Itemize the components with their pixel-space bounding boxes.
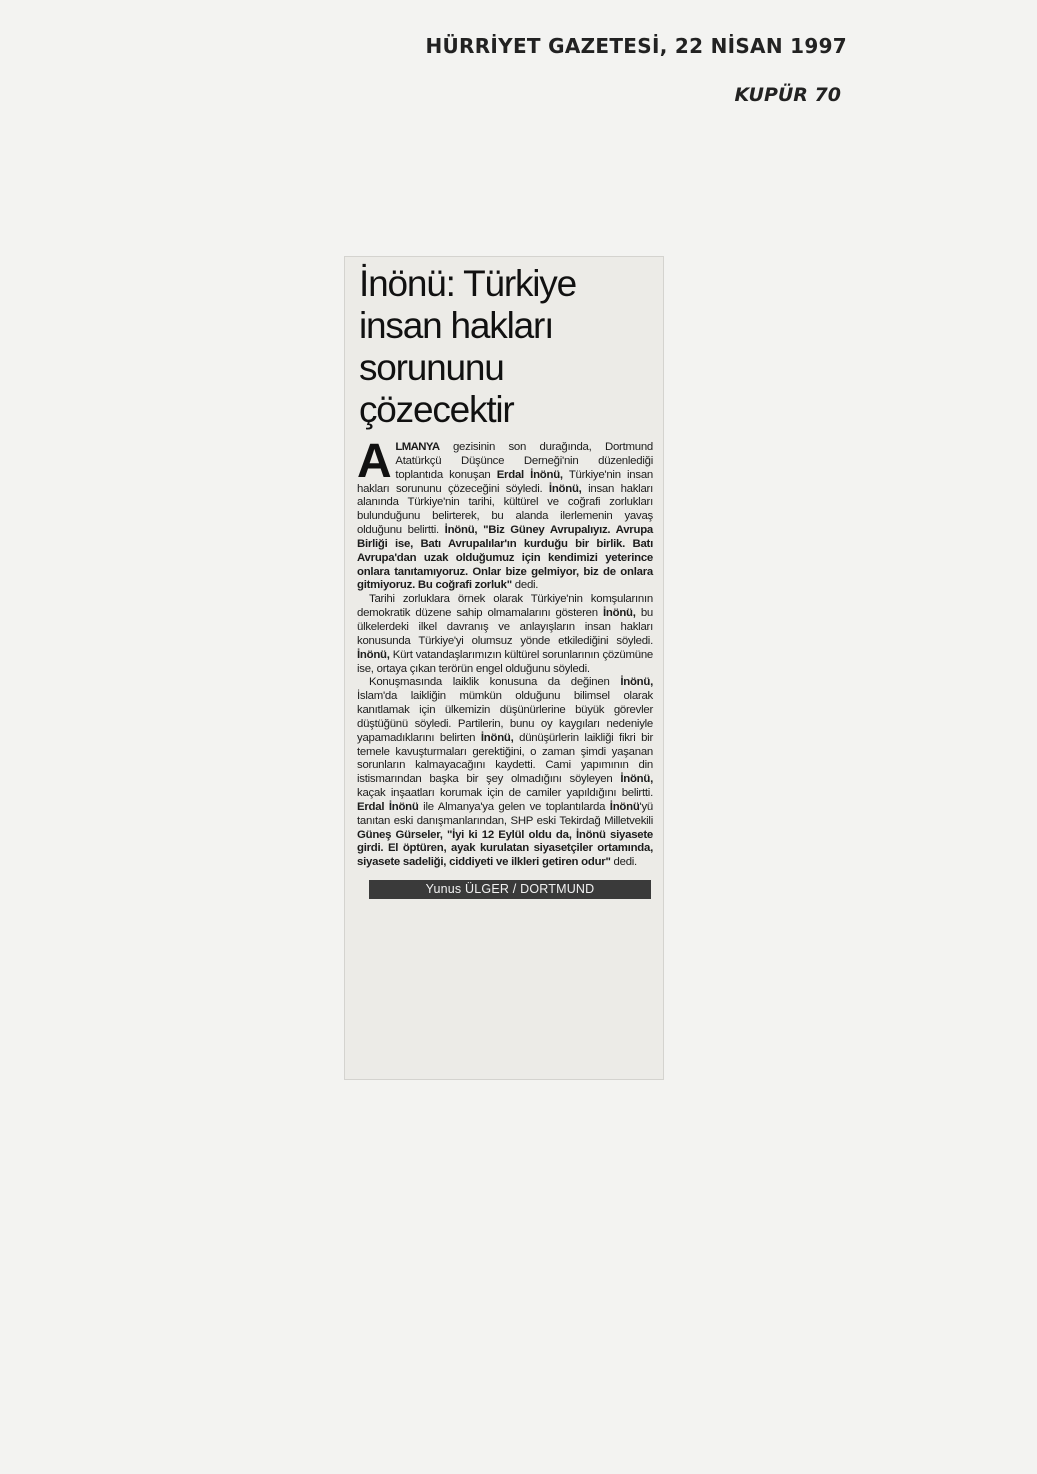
article-headline [359,263,653,431]
person-name: İnönü, [548,482,582,495]
lead-word: LMANYA [395,441,440,453]
article-paragraph [357,593,653,676]
article-paragraph [357,676,653,870]
text-run: insan hakları alanında Türkiye'nin tarihi, kültürel ve coğrafi zorlukları bulunduğunu belirterek, bu alanda ilerlemenin yavaş olduğunu belirtti. [357,482,654,537]
person-name: İnönü, [620,676,653,689]
article-body [357,435,654,870]
person-name: Güneş Gürseler, [357,828,443,841]
person-name: Erdal İnönü [357,800,419,813]
person-name: İnönü, [480,731,514,744]
quote: İnönü, "Biz Güney Avrupalıyız. Avrupa Birliği ise, Batı Avrupalılar'ın kurduğu bir birlik. Batı Avrupa'dan uzak olduğumuz için kendimizi yeterince onlara tanıtamıyoruz. Onlar bize gelmiyor, biz de onlara gitmiyoruz. Bu coğrafi zorluk" [357,524,653,592]
text-run: Kürt vatandaşlarımızın kültürel sorunlarının çözümüne ise, ortaya çıkan terörün engel olduğunu söyledi. [357,648,653,675]
byline: Yunus ÜLGER / DORTMUND [369,880,651,899]
text-run: Konuşmasında laiklik konusuna da değinen [369,676,621,689]
headline-line: sorununu çözecektir [359,347,514,430]
newspaper-date-header: HÜRRİYET GAZETESİ, 22 NİSAN 1997 [425,34,847,58]
person-name: İnönü, [620,773,653,786]
text-run: 'yü tanıtan eski danışmanlarından, SHP eski Tekirdağ Milletvekili [357,800,653,827]
person-name: İnönü, [603,607,636,620]
person-name: Erdal İnönü, [496,468,563,481]
drop-cap: A [357,435,392,488]
article-paragraph [357,435,654,593]
person-name: İnönü [609,800,640,813]
text-run: kaçak inşaatları korumak için de camiler yapıldığını belirtti. [357,787,653,800]
text-run: İslam'da laikliğin mümkün olduğunu bilimsel olarak kanıtlamak için ülkemizin düşünürlerine büyük görevler düştüğünü söyledi. Partilerin, bunu oy kaygıları nedeniyle yapamadıklarını belirten [357,690,653,744]
headline-line: İnönü: Türkiye [359,263,576,304]
text-run: dünüşürlerin laikliği fikri bir temele kavuşturmaları gerektiğini, o zaman şimdi yaşanan sorunların kalmayacağını kaydetti. Cami yapımının din istismarından başka bir şey olmadığını söyleyen [357,731,653,786]
text-run: Tarihi zorluklara örnek olarak Türkiye'nin komşularının demokratik düzene sahip olmamalarını gösteren [357,593,653,620]
newspaper-clipping [344,256,664,1080]
text-run: dedi. [511,579,539,592]
quote: "İyi ki 12 Eylül oldu da, İnönü siyasete girdi. El öptüren, ayak kurulatan siyasetçiler ortamında, siyasete sadeliği, ciddiyeti ve ilkleri getiren odur" [357,828,653,869]
headline-line: insan hakları [359,305,554,346]
text-run: ile Almanya'ya gelen ve toplantılarda [418,800,610,813]
text-run: Türkiye'nin insan hakları sorununu çözeceğini söyledi. [357,468,653,495]
text-run: gezisinin son durağında, Dortmund Atatürkçü Düşünce Derneği'nin düzenlediği toplantıda konuşan [395,441,653,481]
text-run: dedi. [610,856,637,869]
clip-number: KUPÜR 70 [734,84,841,106]
person-name: İnönü, [357,648,390,661]
text-run: bu ülkelerdeki ilkel davranış ve anlayışların insan hakları konusunda Türkiye'yi olumsuz yönde etkilediğini söyledi. [357,607,653,647]
